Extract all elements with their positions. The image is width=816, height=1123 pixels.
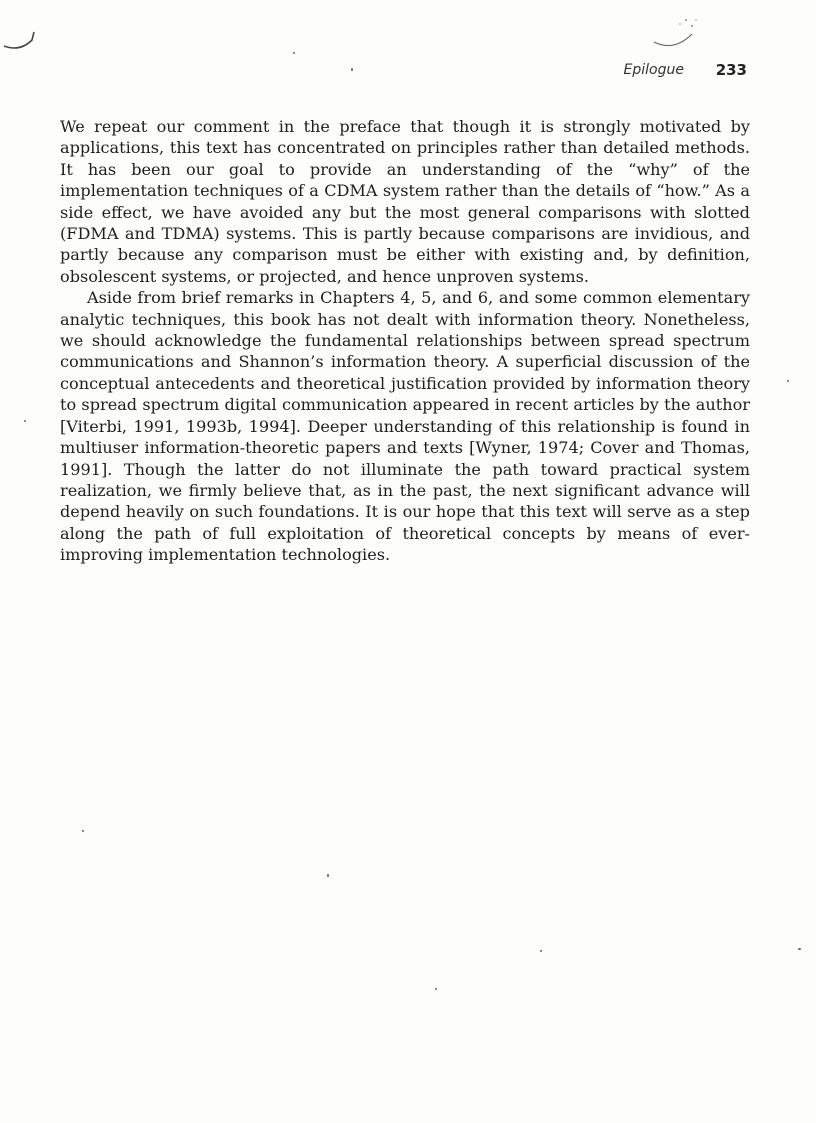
scan-mark-curve: [2, 26, 38, 54]
paragraph: We repeat our comment in the preface that though it is strongly motivated by applications, this text has concentrated on principles rather than detailed methods. It has been our goal to provide an understanding of the “why” of the implementation techniques of a CDMA system rather than the details of “how.” As a side effect, we have avoided any but the most general comparisons with slotted (FDMA and TDMA) systems. This is partly because comparisons are invidious, and partly because any comparison must be either with existing and, by definition, obsolescent systems, or projected, and hence unproven systems.: [60, 117, 750, 286]
paragraph: Aside from brief remarks in Chapters 4, 5, and 6, and some common elementary analytic techniques, this book has not dealt with information theory. Nonetheless, we should acknowledge the fundamental relationships between spread spectrum communications and Shannon’s information theory. A superficial discussion of the conceptual antecedents and theoretical justification provided by information theory to spread spectrum digital communication appeared in recent articles by the author [Viterbi, 1991, 1993b, 1994]. Deeper understanding of this relationship is found in multiuser information-theoretic papers and texts [Wyner, 1974; Cover and Thomas, 1991]. Though the latter do not illuminate the path toward practical system realization, we firmly believe that, as in the past, the next significant advance will depend heavily on such foundations. It is our hope that this text will serve as a step along the path of full exploitation of theoretical concepts by means of ever-improving implementation technologies.: [60, 288, 750, 565]
body-text: [60, 116, 750, 566]
scan-speck: [82, 830, 84, 832]
scan-speck: [540, 950, 542, 952]
scan-speck: [327, 874, 329, 877]
scan-mark-smudge: [646, 12, 702, 52]
scan-speck: [24, 420, 26, 422]
running-header: [560, 61, 750, 83]
scan-speck: [435, 988, 437, 990]
scan-speck: [293, 52, 295, 54]
page-number: 233: [715, 61, 747, 79]
scan-speck: [351, 68, 353, 71]
scan-speck: [787, 380, 789, 382]
running-title: Epilogue: [623, 62, 684, 78]
scan-speck: [798, 948, 801, 950]
